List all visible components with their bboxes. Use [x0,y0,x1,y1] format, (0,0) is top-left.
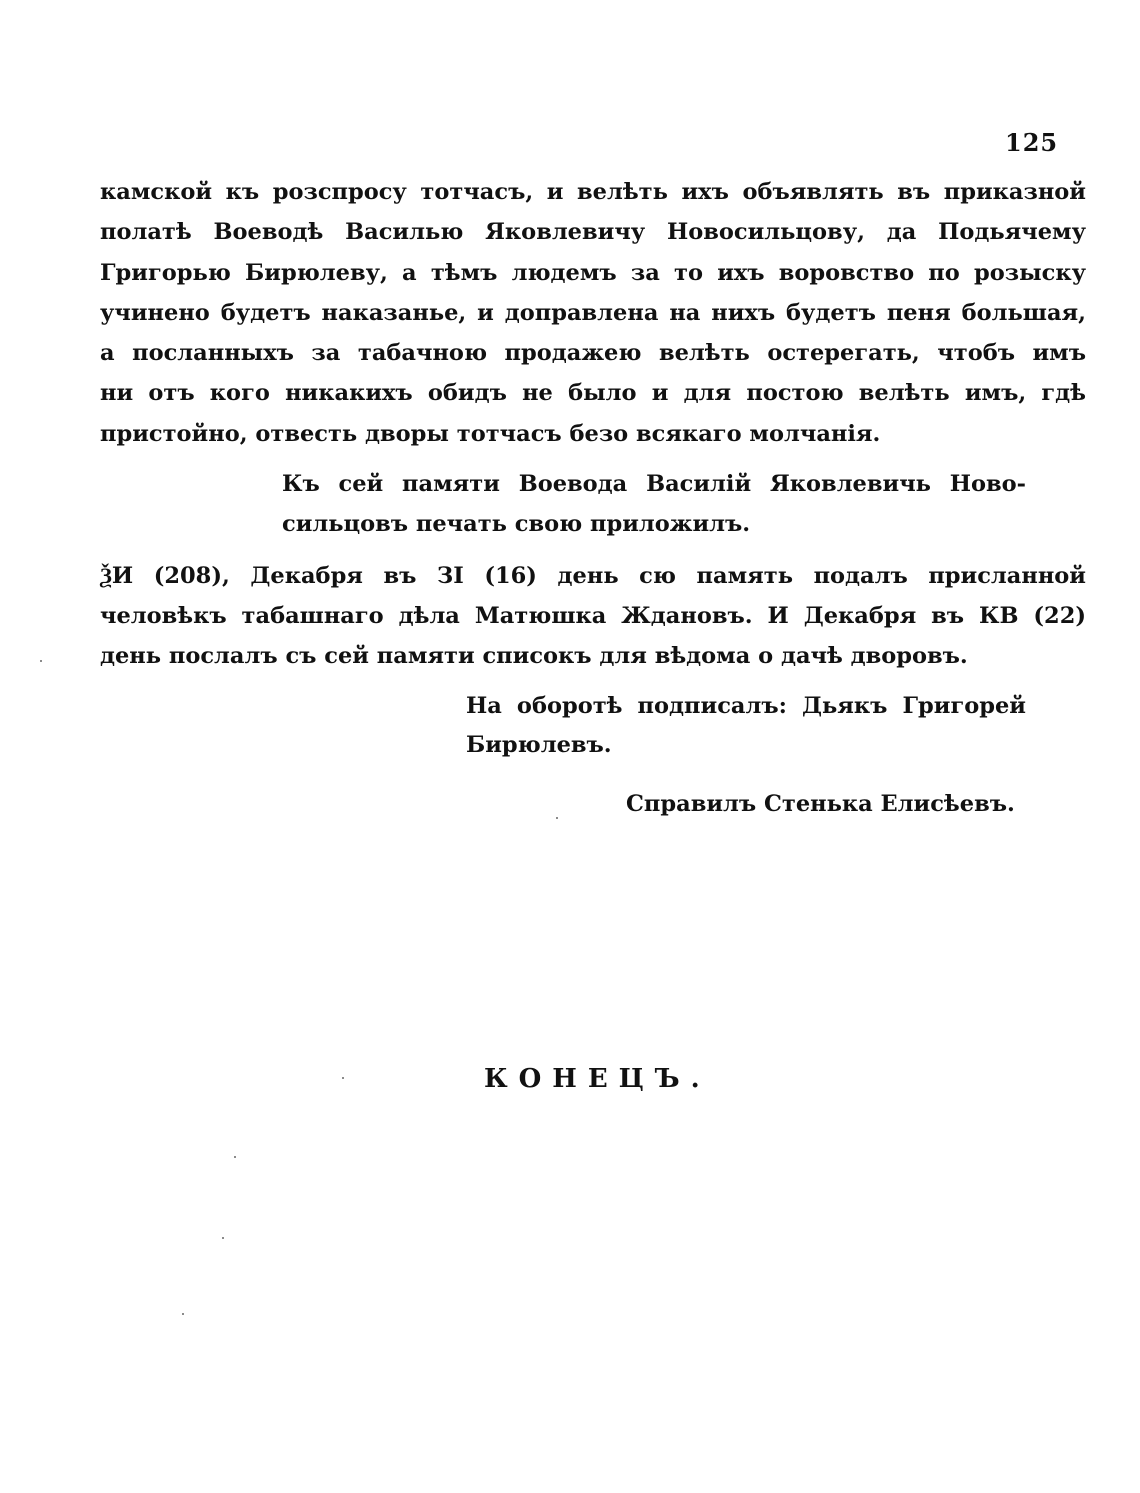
text-line: учинено будетъ наказанье, и доправлена на нихъ будетъ пеня большая, [100,300,1086,326]
text-line: сильцовъ печать свою приложилъ. [282,511,751,537]
paper-speck [234,1156,236,1158]
paper-speck [40,660,42,662]
text-line: а посланныхъ за табачною продажею велѣть остерегать, чтобъ имъ [100,340,1086,366]
verification-line: Справилъ Стенька Елисѣевъ. [626,791,1015,817]
end-word: КОНЕЦЪ. [484,1064,711,1094]
paper-speck [556,817,558,819]
text-line: день послалъ съ сей памяти списокъ для вѣдома о дачѣ дворовъ. [100,643,968,669]
text-line: Къ сей памяти Воевода Василій Яковлевичь Ново- [282,471,1026,497]
signature-line: На оборотѣ подписалъ: Дьякъ Григорей [466,693,1026,719]
paper-speck [182,1313,184,1315]
signature-line: Бирюлевъ. [466,732,612,758]
text-line: камской къ розспросу тотчасъ, и велѣть ихъ объявлять въ приказной [100,179,1086,205]
text-line: человѣкъ табашнаго дѣла Матюшка Ждановъ. И Декабря въ КВ (22) [100,603,1086,629]
paper-speck [342,1077,344,1079]
text-line: ни отъ кого никакихъ обидъ не было и для постою велѣть имъ, гдѣ [100,380,1086,406]
page-number: 125 [1005,128,1059,157]
text-line: ѮИ (208), Декабря въ ЗІ (16) день сю память подалъ присланной [100,563,1086,589]
text-line: пристойно, отвесть дворы тотчасъ безо всякаго молчанія. [100,421,881,447]
text-line: Григорью Бирюлеву, а тѣмъ людемъ за то ихъ воровство по розыску [100,260,1086,286]
paper-speck [222,1237,224,1239]
text-line: полатѣ Воеводѣ Василью Яковлевичу Новосильцову, да Подьячему [100,219,1086,245]
